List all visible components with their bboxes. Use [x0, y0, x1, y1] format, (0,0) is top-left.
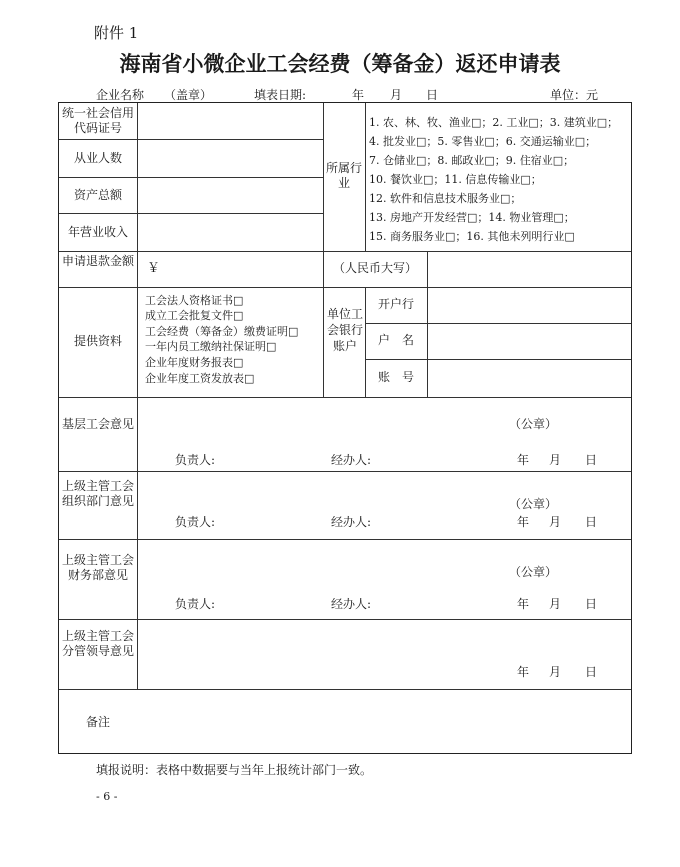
opinion-year: 年 — [517, 665, 530, 679]
bank-account-label: 单位工会银行账户 — [327, 307, 364, 353]
documents-label: 提供资料 — [73, 334, 122, 348]
grid-line — [59, 139, 323, 140]
official-seal-label: （公章） — [509, 497, 558, 511]
document-option: 一年内员工缴纳社保证明□ — [145, 340, 277, 353]
grid-line — [59, 619, 631, 620]
date-year: 年 — [352, 88, 365, 102]
open-bank-label: 开户行 — [377, 297, 414, 311]
grid-line — [365, 323, 631, 324]
industry-option-line: 13. 房地产开发经营□；14. 物业管理□； — [369, 211, 575, 224]
document-option: 成立工会批复文件□ — [145, 309, 244, 322]
grid-line — [427, 251, 428, 287]
finance-dept-opinion-label: 上级主管工会财务部意见 — [61, 553, 134, 582]
grid-line — [59, 539, 631, 540]
industry-option-line: 4. 批发业□；5. 零售业□；6. 交通运输业□； — [369, 135, 597, 148]
grid-line — [323, 103, 324, 251]
form-title: 海南省小微企业工会经费（筹备金）返还申请表 — [119, 52, 561, 76]
grid-line — [59, 471, 631, 472]
document-option: 企业年度财务报表□ — [145, 356, 244, 369]
grid-line — [427, 287, 428, 397]
unit-label: 单位：元 — [550, 88, 599, 102]
date-day: 日 — [426, 88, 439, 102]
grid-line — [365, 103, 366, 251]
remarks-label: 备注 — [85, 715, 110, 729]
total-assets-label: 资产总额 — [73, 188, 122, 202]
opinion-month: 月 — [549, 665, 562, 679]
credit-code-label: 统一社会信用代码证号 — [61, 106, 134, 135]
fill-date-label: 填表日期: — [254, 88, 307, 102]
grid-line — [137, 103, 138, 689]
document-option: 工会经费（筹备金）缴费证明□ — [145, 325, 299, 338]
leadership-opinion-label: 上级主管工会分管领导意见 — [61, 629, 134, 658]
handler-label: 经办人: — [331, 515, 372, 529]
industry-option-line: 1. 农、林、牧、渔业□；2. 工业□；3. 建筑业□； — [369, 116, 619, 129]
industry-option-line: 7. 仓储业□；8. 邮政业□；9. 住宿业□； — [369, 154, 575, 167]
opinion-day: 日 — [585, 453, 598, 467]
industry-option-line: 15. 商务服务业□；16. 其他未列明行业□ — [369, 230, 575, 243]
page-number: - 6 - — [96, 790, 118, 803]
seal-label: （盖章） — [164, 88, 213, 102]
leader-label: 负责人: — [175, 597, 216, 611]
account-number-label: 账 号 — [377, 370, 414, 384]
refund-amount-label: 申请退款金额 — [61, 254, 134, 268]
date-month: 月 — [390, 88, 403, 102]
leader-label: 负责人: — [175, 453, 216, 467]
opinion-month: 月 — [549, 453, 562, 467]
grid-line — [323, 251, 324, 287]
grid-line — [59, 213, 323, 214]
document-option: 企业年度工资发放表□ — [145, 372, 255, 385]
opinion-year: 年 — [517, 515, 530, 529]
opinion-day: 日 — [585, 665, 598, 679]
grid-line — [59, 689, 631, 690]
grid-line — [59, 287, 631, 288]
grid-line — [59, 177, 323, 178]
industry-label: 所属行业 — [325, 161, 362, 190]
industry-option-line: 10. 餐饮业□；11. 信息传输业□； — [369, 173, 542, 186]
opinion-month: 月 — [549, 597, 562, 611]
grid-line — [323, 287, 324, 397]
employees-label: 从业人数 — [73, 151, 122, 165]
attachment-label: 附件 1 — [94, 24, 139, 42]
handler-label: 经办人: — [331, 453, 372, 467]
opinion-year: 年 — [517, 453, 530, 467]
org-dept-opinion-label: 上级主管工会组织部门意见 — [61, 479, 134, 508]
filling-note: 填报说明：表格中数据要与当年上报统计部门一致。 — [96, 763, 373, 777]
grassroots-union-opinion-label: 基层工会意见 — [61, 417, 134, 431]
handler-label: 经办人: — [331, 597, 372, 611]
opinion-day: 日 — [585, 515, 598, 529]
yen-symbol: ￥ — [147, 261, 161, 276]
official-seal-label: （公章） — [509, 565, 558, 579]
opinion-month: 月 — [549, 515, 562, 529]
opinion-year: 年 — [517, 597, 530, 611]
rmb-uppercase-label: （人民币大写） — [332, 261, 417, 275]
grid-line — [365, 359, 631, 360]
annual-revenue-label: 年营业收入 — [67, 225, 128, 239]
application-form-table — [58, 102, 632, 754]
document-option: 工会法人资格证书□ — [145, 294, 244, 307]
company-name-label: 企业名称 — [96, 88, 145, 102]
grid-line — [59, 397, 631, 398]
industry-option-line: 12. 软件和信息技术服务业□； — [369, 192, 522, 205]
opinion-day: 日 — [585, 597, 598, 611]
grid-line — [59, 251, 631, 252]
leader-label: 负责人: — [175, 515, 216, 529]
account-name-label: 户 名 — [377, 333, 414, 347]
official-seal-label: （公章） — [509, 417, 558, 431]
